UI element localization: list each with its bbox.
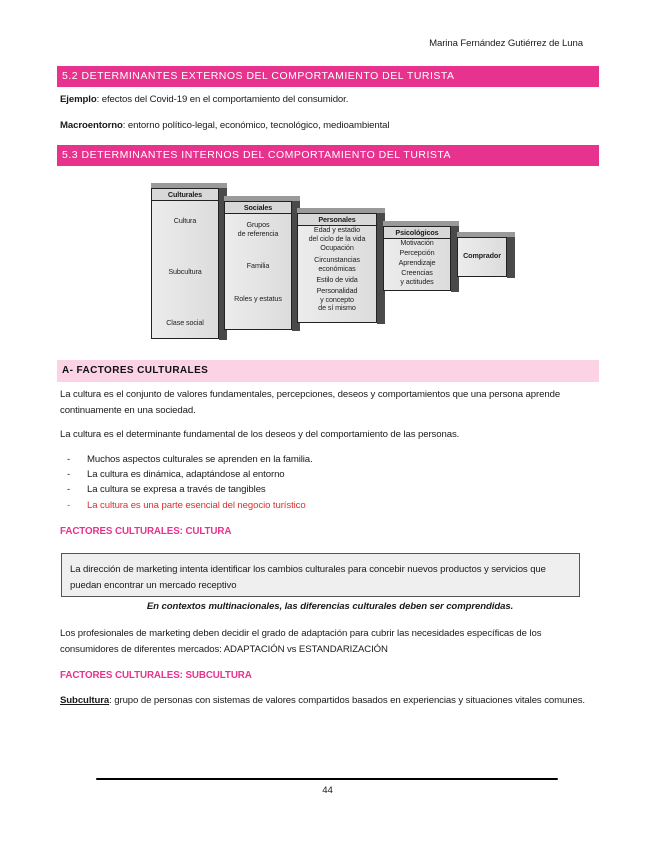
page-number: 44 [322,785,333,796]
macroentorno-paragraph [60,118,600,134]
cultura-determinante: La cultura es el determinante fundamental de los deseos y del comportamiento de las personas. [60,429,460,440]
list-item: - Muchos aspectos culturales se aprenden en la familia. [60,452,600,467]
marketing-callout-box: La dirección de marketing intenta identificar los cambios culturales para concebir nuevos productos y servicios que puedan encontrar un mercado receptivo [61,553,580,597]
factores-culturales-title: A- FACTORES CULTURALES [57,360,599,382]
item-clase-social: Clase social [166,318,204,327]
section-5-3-title: 5.3 DETERMINANTES INTERNOS DEL COMPORTAMIENTO DEL TURISTA [57,145,599,166]
item-roles-estatus: Roles y estatus [234,294,282,303]
item-familia: Familia [246,261,270,270]
macroentorno-label: Macroentorno [60,120,123,131]
ejemplo-label: Ejemplo [60,94,97,105]
block-psicologicos-title: Psicológicos [384,227,450,239]
block-sociales [224,201,292,330]
item-motivacion: Motivación [400,238,434,247]
item-personalidad: Personalidad y concepto de sí mismo [316,286,358,312]
cultura-heading: FACTORES CULTURALES: CULTURA [60,526,232,537]
ejemplo-paragraph [60,92,600,108]
item-cultura: Cultura [173,216,197,225]
list-item: - La cultura es dinámica, adaptándose al entorno [60,467,600,482]
block-personales [297,213,377,323]
author-name: Marina Fernández Gutiérrez de Luna [429,38,583,49]
block-personales-title: Personales [298,214,376,226]
item-subcultura: Subcultura [168,267,202,276]
section-5-2-title: 5.2 DETERMINANTES EXTERNOS DEL COMPORTAMIENTO DEL TURISTA [57,66,599,87]
footer-divider [96,778,558,780]
block-comprador [457,237,507,277]
item-ocupacion: Ocupación [320,243,354,252]
subcultura-paragraph [60,693,600,709]
block-sociales-title: Sociales [225,202,291,214]
item-edad-estadio: Edad y estadio del ciclo de la vida [308,225,366,243]
item-creencias: Creencias y actitudes [400,268,434,286]
list-item: - La cultura se expresa a través de tangibles [60,482,600,497]
block-culturales [151,188,219,339]
comprador-label: Comprador [463,251,501,260]
item-circunstancias: Circunstancias económicas [314,255,360,273]
multinacional-note: En contextos multinacionales, las diferencias culturales deben ser comprendidas. [146,601,514,612]
block-psicologicos [383,226,451,291]
item-percepcion: Percepción [399,248,435,257]
adaptacion-paragraph: Los profesionales de marketing deben decidir el grado de adaptación para cubrir las necesidades específicas de los consumidores de diferentes mercados: ADAPTACIÓN vs ESTANDARIZACIÓN [60,628,542,655]
block-culturales-title: Culturales [152,189,218,201]
cultura-bullet-list [60,452,600,513]
item-grupos-referencia: Grupos de referencia [237,220,279,238]
item-aprendizaje: Aprendizaje [398,258,436,267]
subcultura-label: Subcultura [60,695,110,706]
subcultura-heading: FACTORES CULTURALES: SUBCULTURA [60,670,252,681]
item-estilo-vida: Estilo de vida [316,275,358,284]
cultura-definition: La cultura es el conjunto de valores fundamentales, percepciones, deseos y comportamientos que una persona aprende continuamente en una sociedad. [60,389,561,416]
macroentorno-text: : entorno político-legal, económico, tecnológico, medioambiental [122,120,390,131]
ejemplo-text: : efectos del Covid-19 en el comportamiento del consumidor. [96,94,349,105]
determinantes-diagram [148,180,512,340]
list-item-highlight: - La cultura es una parte esencial del negocio turístico [60,498,600,513]
subcultura-text: : grupo de personas con sistemas de valores compartidos basados en experiencias y situaciones vitales comunes. [109,695,585,706]
